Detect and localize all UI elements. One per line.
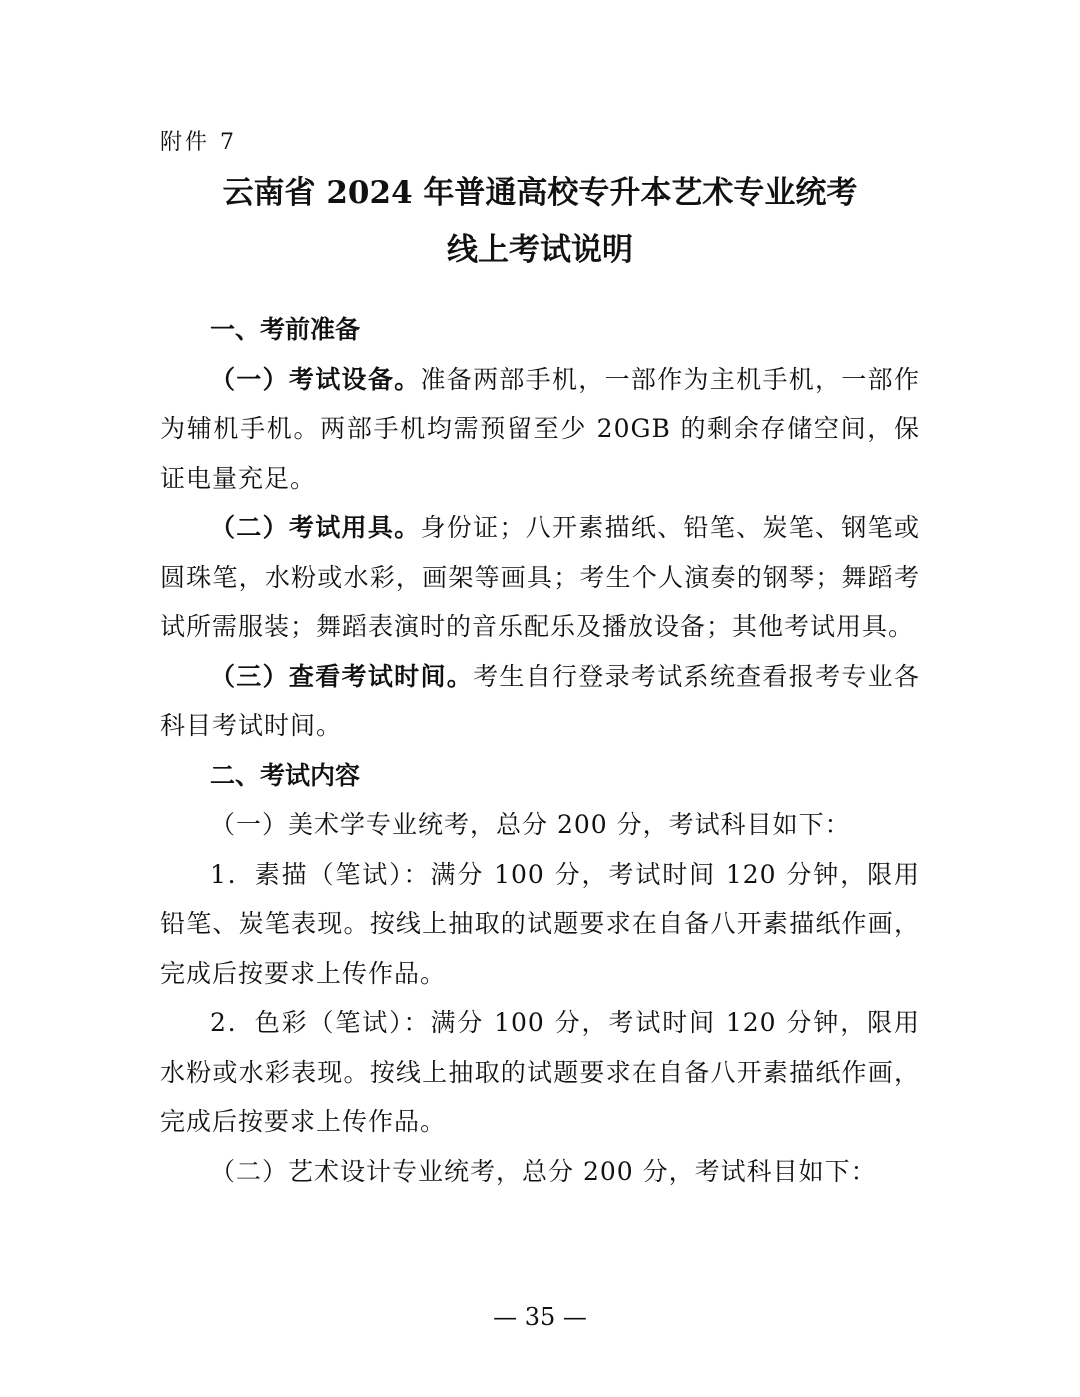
- section-heading-preparation: 一、考前准备: [210, 315, 361, 344]
- paragraph-fine-arts-exam: （一）美术学专业统考，总分 200 分，考试科目如下：: [210, 810, 851, 839]
- paragraph-text: 身份证；八开素描纸、铅笔、炭笔、钢笔或圆珠笔，水粉或水彩，画架等画具；考生个人演奏的钢琴；舞蹈考试所需服装；舞蹈表演时的音乐配乐及播放设备；其他考试用具。: [160, 513, 920, 641]
- paragraph-sketch-exam: 1．素描（笔试）：满分 100 分，考试时间 120 分钟，限用铅笔、炭笔表现。按线上抽取的试题要求在自备八开素描纸作画，完成后按要求上传作品。: [160, 859, 920, 988]
- paragraph-design-exam: （二）艺术设计专业统考，总分 200 分，考试科目如下：: [210, 1156, 877, 1186]
- paragraph-text: 考生自行登录考试系统查看报考专业各科目考试时间。: [160, 661, 920, 740]
- paragraph-lead: （二）考试用具。: [210, 513, 421, 542]
- document-body: [160, 305, 920, 1196]
- paragraph-lead: （一）考试设备。: [210, 364, 421, 394]
- attachment-label: 附件 7: [160, 130, 237, 155]
- paragraph-exam-supplies: [160, 503, 920, 652]
- paragraph-color-exam: 2．色彩（笔试）：满分 100 分，考试时间 120 分钟，限用水粉或水彩表现。按线上抽取的试题要求在自备八开素描纸作画，完成后按要求上传作品。: [160, 1008, 920, 1136]
- section-heading-content: 二、考试内容: [210, 760, 361, 790]
- page-number: — 35 —: [493, 1303, 587, 1331]
- paragraph-exam-equipment: [160, 355, 920, 504]
- paragraph-lead: （三）查看考试时间。: [210, 661, 474, 691]
- paragraph-text: 准备两部手机，一部作为主机手机，一部作为辅机手机。两部手机均需预留至少 20GB 的剩余存储空间，保证电量充足。: [160, 364, 920, 493]
- paragraph-exam-time: [160, 652, 920, 751]
- document-title-line-2: 线上考试说明: [447, 232, 633, 268]
- document-title-line-1: 云南省 2024 年普通高校专升本艺术专业统考: [222, 175, 858, 211]
